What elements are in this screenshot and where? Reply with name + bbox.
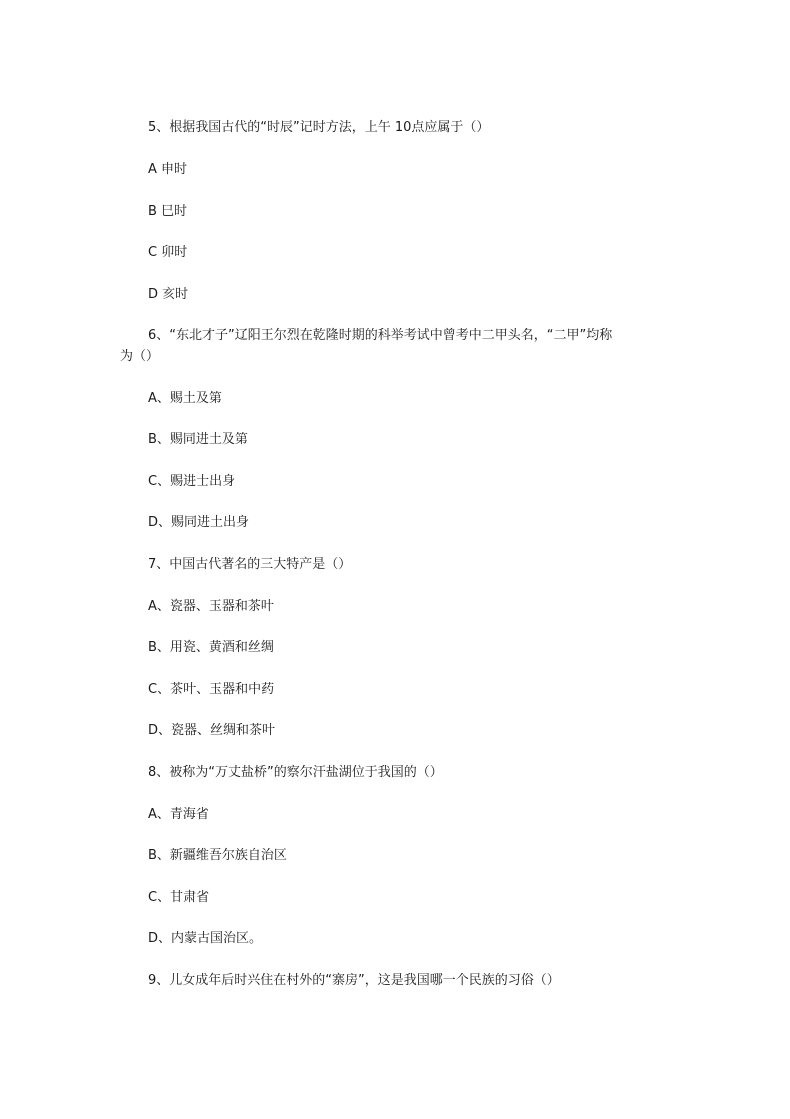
- question-8: 8、被称为“万丈盐桥”的察尔汗盐湖位于我国的（）: [148, 765, 443, 780]
- question-7: 7、中国古代著名的三大特产是（）: [148, 557, 352, 572]
- question-6-option-a: A、赐土及第: [148, 391, 222, 406]
- question-8-option-a: A、青海省: [148, 807, 209, 822]
- question-5-option-c: C 卯时: [148, 245, 188, 260]
- question-6-option-d: D、赐同进土出身: [148, 515, 250, 530]
- question-5-option-a: A 申时: [148, 162, 188, 177]
- question-8-option-c: C、甘肃省: [148, 890, 210, 905]
- question-5-option-b: B 巳时: [148, 204, 188, 219]
- question-5: 5、根据我国古代的“时辰”记时方法，上午 10点应属于（）: [148, 120, 490, 135]
- question-6-continuation: 为（）: [120, 349, 160, 364]
- question-7-option-c: C、茶叶、玉器和中药: [148, 682, 275, 697]
- question-7-option-a: A、瓷器、玉器和茶叶: [148, 599, 274, 614]
- question-8-option-d: D、内蒙古国治区。: [148, 931, 263, 946]
- question-7-option-d: D、瓷器、丝绸和茶叶: [148, 723, 276, 738]
- question-8-option-b: B、新疆维吾尔族自治区: [148, 848, 287, 863]
- question-6-option-b: B、赐同进土及第: [148, 432, 248, 447]
- question-6: 6、“东北才子”辽阳王尔烈在乾隆时期的科举考试中曾考中二甲头名，“二甲”均称: [148, 328, 613, 343]
- question-5-option-d: D 亥时: [148, 287, 189, 302]
- question-9: 9、儿女成年后时兴住在村外的“寨房”，这是我国哪一个民族的习俗（）: [148, 973, 560, 988]
- question-6-option-c: C、赐进士出身: [148, 474, 236, 489]
- question-7-option-b: B、用瓷、黄酒和丝绸: [148, 640, 274, 655]
